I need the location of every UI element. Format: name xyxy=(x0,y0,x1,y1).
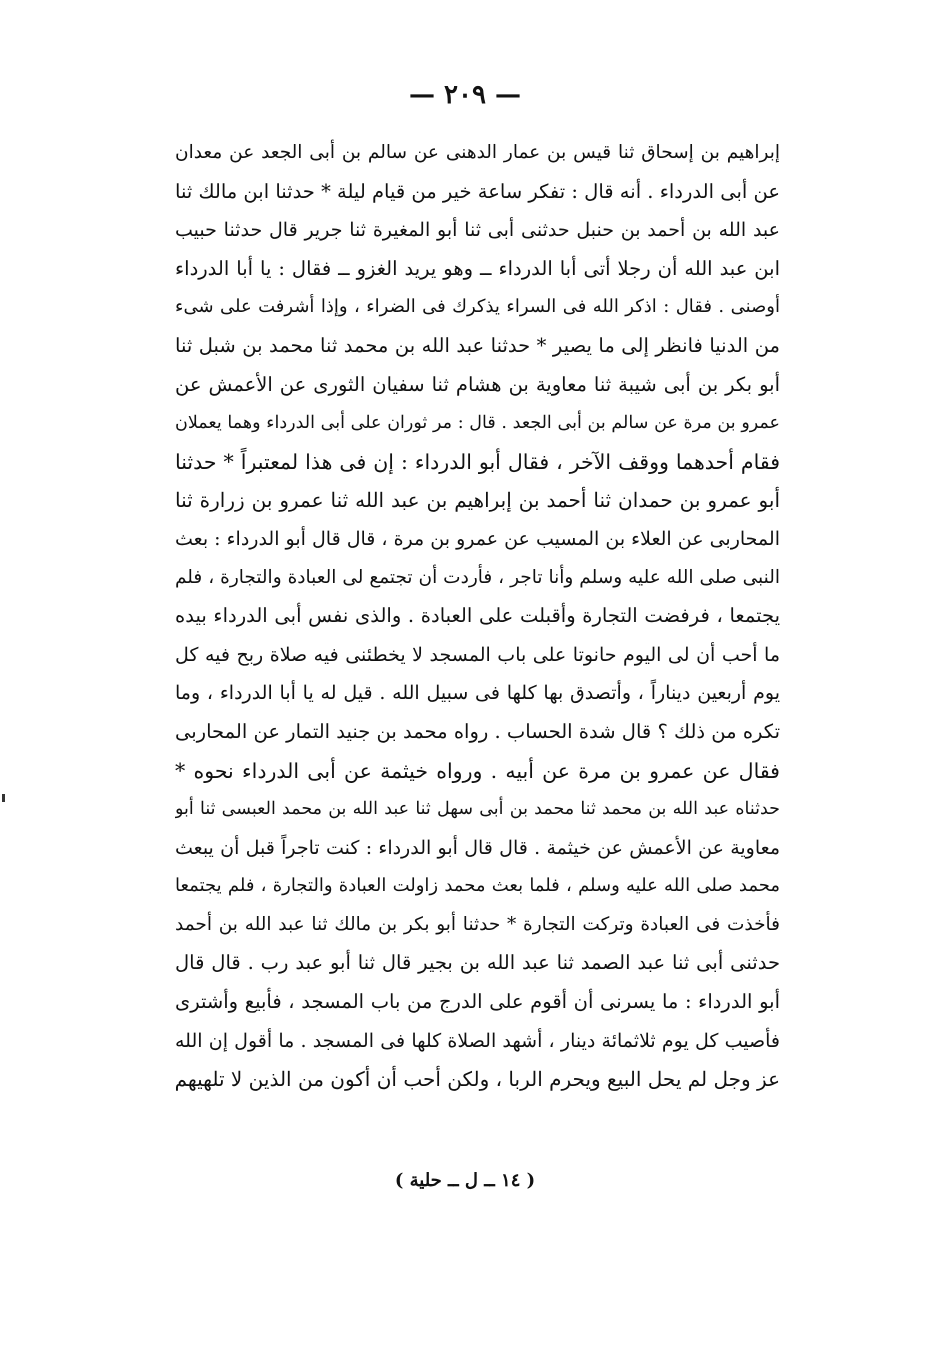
text-line: حدثنى أبى ثنا عبد الصمد ثنا عبد الله بن بجير قال ثنا أبو عبد رب . قال قال xyxy=(175,951,780,975)
text-line: حدثناه عبد الله بن محمد ثنا محمد بن أبى سهل ثنا عبد الله بن محمد العبسى ثنا أبو xyxy=(175,799,780,820)
text-line: أبو عمرو بن حمدان ثنا أحمد بن إبراهيم بن عبد الله ثنا عمرو بن زرارة ثنا xyxy=(175,488,780,513)
text-line: فقال عن عمرو بن مرة عن أبيه . ورواه خيثمة عن أبى الدرداء نحوه * xyxy=(175,758,780,783)
page-number: — ٢٠٩ — xyxy=(408,80,522,110)
text-line: أوصنى . فقال : اذكر الله فى السراء يذكرك فى الضراء ، وإذا أشرفت على شىء xyxy=(175,296,780,318)
body-text xyxy=(175,134,780,1099)
text-line: عمرو بن مرة عن سالم بن أبى الجعد . قال : مر ثوران على أبى الدرداء وهما يعملان xyxy=(175,413,780,434)
text-line: عن أبى الدرداء . أنه قال : تفكر ساعة خير من قيام ليلة * حدثنا ابن مالك ثنا xyxy=(175,179,780,203)
margin-speck xyxy=(2,794,5,802)
text-line: فأخذت فى العبادة وتركت التجارة * حدثنا أبو بكر بن مالك ثنا عبد الله بن أحمد xyxy=(175,913,780,935)
text-line: أبو بكر بن أبى شيبة ثنا معاوية بن هشام ثنا سفيان الثورى عن الأعمش عن xyxy=(175,372,780,396)
text-line: النبى صلى الله عليه وسلم وأنا تاجر ، فأردت أن تجتمع لى العبادة والتجارة ، فلم xyxy=(175,566,780,588)
text-line: عز وجل لم يحل البيع ويحرم الربا ، ولكن أحب أن أكون من الذين لا تلهيهم xyxy=(175,1067,780,1092)
text-line: فقام أحدهما ووقف الآخر ، فقال أبو الدرداء : إن فى هذا لمعتبراً * حدثنا xyxy=(175,449,780,474)
text-line: ما أحب أن لى اليوم حانوتا على باب المسجد لا يخطئنى فيه صلاة ربح فيه كل xyxy=(175,643,780,666)
text-line: ابن عبد الله أن رجلا أتى أبا الدرداء ــ وهو يريد الغزو ــ فقال : يا أبا الدرداء xyxy=(175,256,780,280)
text-line: أبو الدرداء : ما يسرنى أن أقوم على الدرج من باب المسجد ، فأبيع وأشترى xyxy=(175,990,780,1014)
text-line: محمد صلى الله عليه وسلم ، فلما بعث محمد زاولت العبادة والتجارة ، فلم يجتمعا xyxy=(175,875,780,897)
text-line: عبد الله بن أحمد بن حنبل حدثنى أبى ثنا أبو المغيرة ثنا جرير قال حدثنا حبيب xyxy=(175,219,780,242)
text-line: يوم أربعين ديناراً ، وأتصدق بها كلها فى سبيل الله . قيل له يا أبا الدرداء ، وما xyxy=(175,682,780,705)
text-line: يجتمعا ، فرفضت التجارة وأقبلت على العبادة . والذى نفس أبى الدرداء بيده xyxy=(175,604,780,628)
text-line: من الدنيا فانظر إلى ما يصير * حدثنا عبد الله بن محمد ثنا محمد بن شبل ثنا xyxy=(175,333,780,357)
text-line: إبراهيم بن إسحاق ثنا قيس بن عمار الدهنى عن سالم بن أبى الجعد عن معدان xyxy=(175,142,780,163)
printer-signature-mark: ( ١٤ ــ ل ــ حلية ) xyxy=(394,1170,536,1191)
text-line: المحاربى عن العلاء بن المسيب عن عمرو بن مرة ، قال قال أبو الدرداء : بعث xyxy=(175,527,780,550)
text-line: فأصيب كل يوم ثلاثمائة دينار ، أشهد الصلاة كلها فى المسجد . ما أقول إن الله xyxy=(175,1029,780,1052)
text-line: معاوية عن الأعمش عن خيثمة . قال قال أبو الدرداء : كنت تاجراً قبل أن يبعث xyxy=(175,836,780,859)
text-line: تكره من ذلك ؟ قال شدة الحساب . رواه محمد بن جنيد التمار عن المحاربى xyxy=(175,719,780,743)
